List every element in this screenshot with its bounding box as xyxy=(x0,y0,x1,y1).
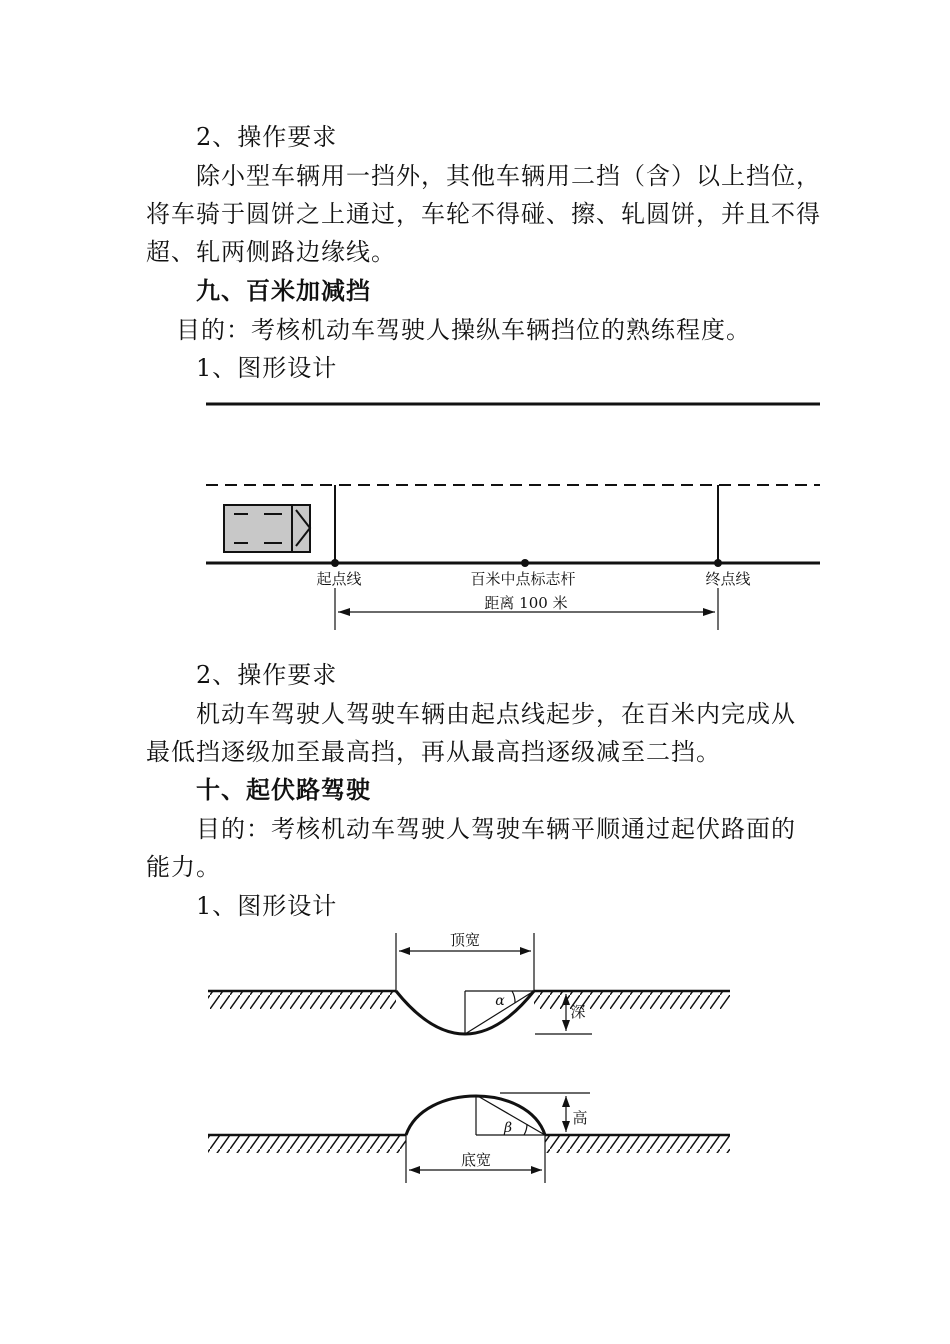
finish-point xyxy=(714,559,722,567)
design-heading-10: 1、图形设计 xyxy=(196,892,338,920)
top-width-label: 顶宽 xyxy=(449,931,481,949)
section-9-purpose: 目的：考核机动车驾驶人操纵车辆挡位的熟练程度。 xyxy=(176,316,751,344)
start-point xyxy=(331,559,339,567)
design-heading-9: 1、图形设计 xyxy=(196,354,338,382)
op-heading-8: 2、操作要求 xyxy=(196,123,338,151)
op-paragraph-9-line1: 机动车驾驶人驾驶车辆由起点线起步，在百米内完成从 xyxy=(196,700,796,728)
op-paragraph-8-line2: 将车骑于圆饼之上通过，车轮不得碰、擦、轧圆饼，并且不得 xyxy=(146,200,821,228)
op-heading-9: 2、操作要求 xyxy=(196,661,338,689)
start-line-label: 起点线 xyxy=(316,570,362,588)
vehicle-icon xyxy=(224,505,310,552)
midpoint-label: 百米中点标志杆 xyxy=(470,570,576,588)
section-10-purpose-line2: 能力。 xyxy=(146,853,221,881)
hundred-meter-diagram xyxy=(0,390,950,640)
alpha-label: α xyxy=(495,993,505,1009)
beta-label: β xyxy=(503,1120,513,1136)
op-paragraph-9-line2: 最低挡逐级加至最高挡，再从最高挡逐级减至二挡。 xyxy=(146,738,721,766)
section-10-title: 十、起伏路驾驶 xyxy=(196,776,371,804)
op-paragraph-8-line3: 超、轧两侧路边缘线。 xyxy=(146,238,396,266)
distance-label: 距离 100 米 xyxy=(484,594,568,612)
undulating-road-diagram xyxy=(0,925,950,1200)
finish-line-label: 终点线 xyxy=(705,570,751,588)
section-9-title: 九、百米加减挡 xyxy=(196,277,371,305)
section-10-purpose-line1: 目的：考核机动车驾驶人驾驶车辆平顺通过起伏路面的 xyxy=(196,815,796,843)
op-paragraph-8-line1: 除小型车辆用一挡外，其他车辆用二挡（含）以上挡位， xyxy=(196,162,821,190)
bottom-width-label: 底宽 xyxy=(460,1151,492,1169)
midpoint-marker xyxy=(521,559,529,567)
depth-label: 深 xyxy=(570,1003,586,1021)
height-label: 高 xyxy=(572,1109,588,1127)
